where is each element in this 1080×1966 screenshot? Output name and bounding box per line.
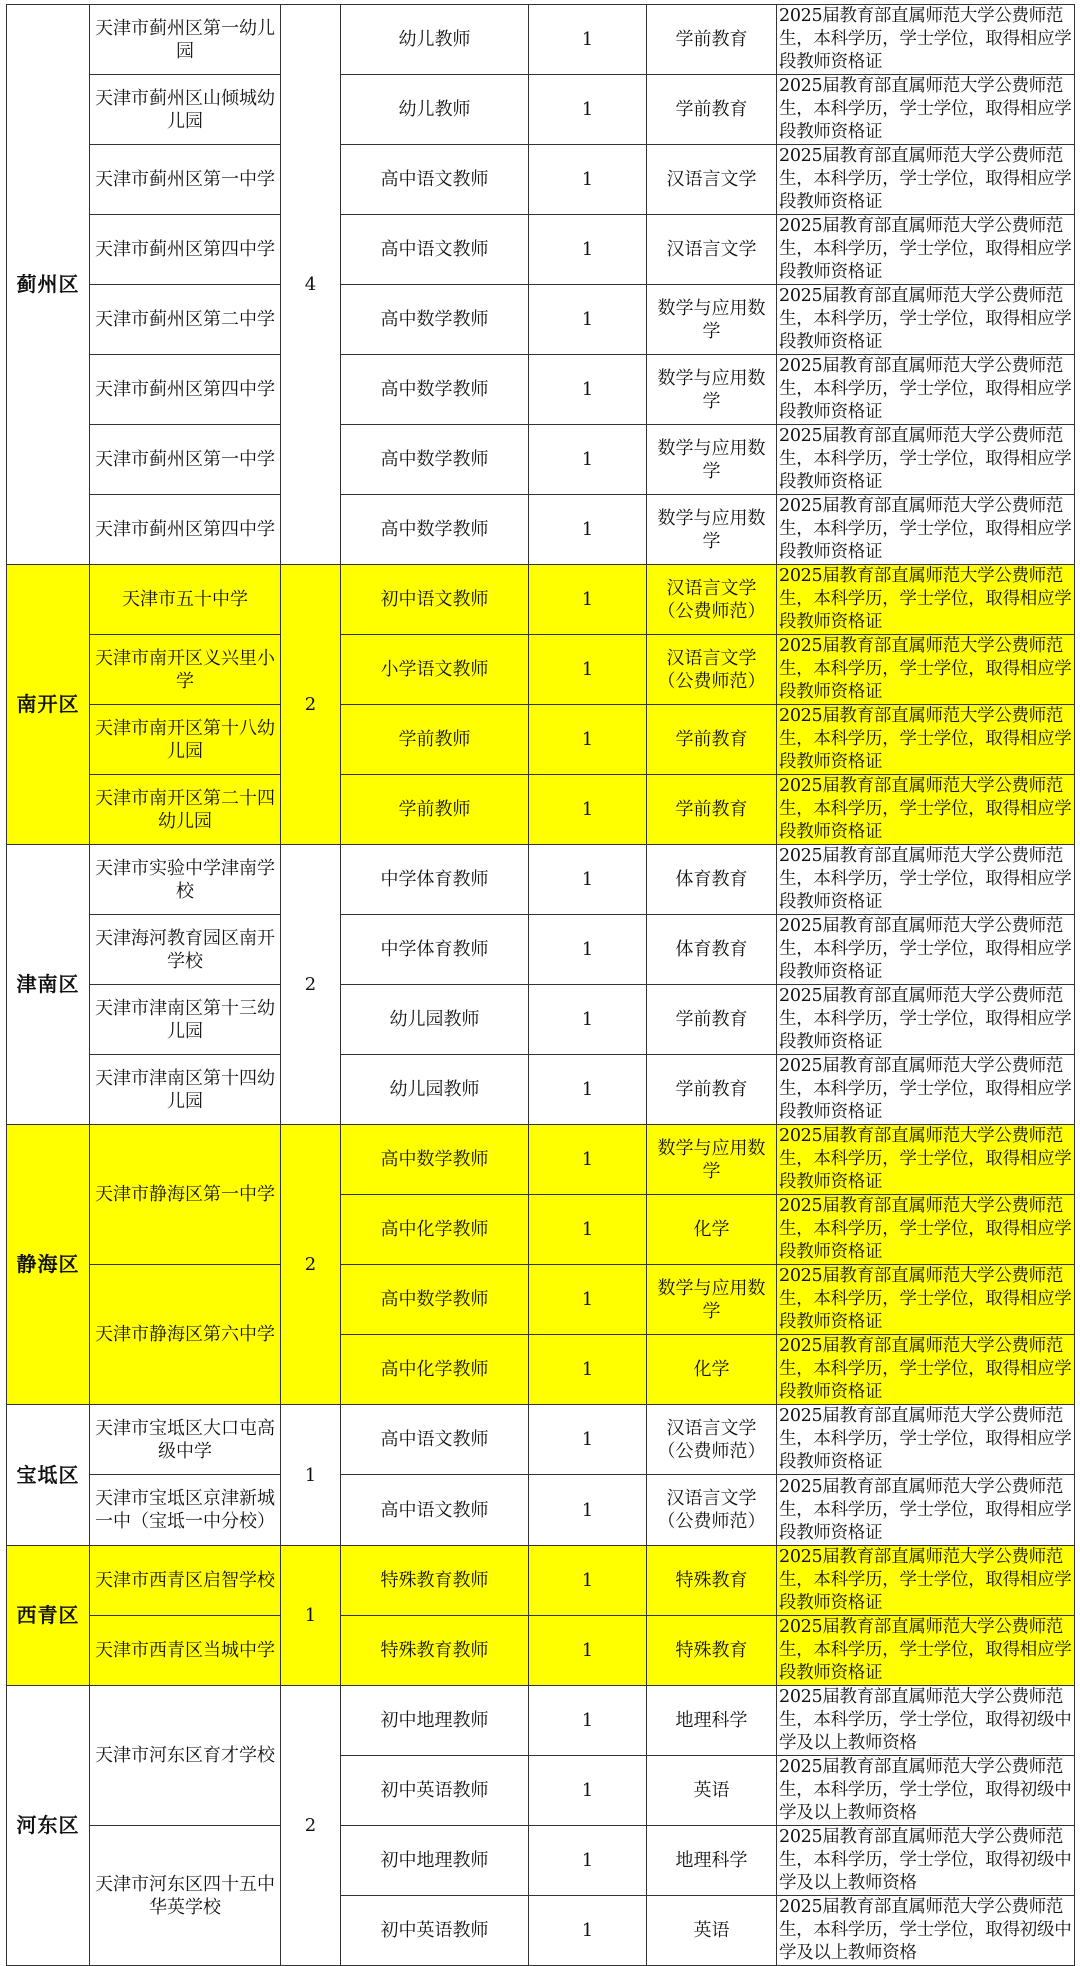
requirement-cell: 2025届教育部直属师范大学公费师范生，本科学历，学士学位，取得相应学段教师资格证 [777,705,1075,775]
requirement-cell: 2025届教育部直属师范大学公费师范生，本科学历，学士学位，取得相应学段教师资格证 [777,75,1075,145]
requirement-cell: 2025届教育部直属师范大学公费师范生，本科学历，学士学位，取得相应学段教师资格证 [777,1055,1075,1125]
major-cell: 体育教育 [647,915,777,985]
position-cell: 小学语文教师 [341,635,529,705]
major-cell: 汉语言文学（公费师范） [647,565,777,635]
headcount-cell: 1 [529,1546,647,1616]
school-cell: 天津市蓟州区第一中学 [90,425,281,495]
requirement-cell: 2025届教育部直属师范大学公费师范生，本科学历，学士学位，取得相应学段教师资格证 [777,635,1075,705]
table-row [7,75,1075,145]
position-cell: 中学体育教师 [341,845,529,915]
headcount-cell: 1 [529,1055,647,1125]
major-cell: 数学与应用数学 [647,425,777,495]
table-body [7,5,1075,1966]
table-row [7,145,1075,215]
major-cell: 学前教育 [647,1055,777,1125]
headcount-cell: 1 [529,1335,647,1405]
position-cell: 学前教师 [341,775,529,845]
requirement-cell: 2025届教育部直属师范大学公费师范生，本科学历，学士学位，取得相应学段教师资格证 [777,1546,1075,1616]
district-count-cell: 2 [281,565,341,845]
school-cell: 天津市蓟州区第一幼儿园 [90,5,281,75]
school-cell: 天津市宝坻区京津新城一中（宝坻一中分校） [90,1475,281,1546]
requirement-cell: 2025届教育部直属师范大学公费师范生，本科学历，学士学位，取得初级中学及以上教师资格 [777,1756,1075,1826]
major-cell: 学前教育 [647,775,777,845]
position-cell: 高中语文教师 [341,1405,529,1475]
table-row [7,985,1075,1055]
major-cell: 数学与应用数学 [647,1265,777,1335]
table-row [7,5,1075,75]
position-cell: 高中化学教师 [341,1335,529,1405]
requirement-cell: 2025届教育部直属师范大学公费师范生，本科学历，学士学位，取得相应学段教师资格证 [777,985,1075,1055]
district-count-cell: 4 [281,5,341,565]
requirement-cell: 2025届教育部直属师范大学公费师范生，本科学历，学士学位，取得相应学段教师资格证 [777,1335,1075,1405]
table-row [7,215,1075,285]
headcount-cell: 1 [529,75,647,145]
major-cell: 数学与应用数学 [647,495,777,565]
school-cell: 天津市静海区第六中学 [90,1265,281,1405]
position-cell: 特殊教育教师 [341,1616,529,1686]
major-cell: 英语 [647,1756,777,1826]
table-row [7,705,1075,775]
headcount-cell: 1 [529,495,647,565]
major-cell: 地理科学 [647,1686,777,1756]
major-cell: 特殊教育 [647,1616,777,1686]
headcount-cell: 1 [529,1826,647,1896]
table-row [7,1125,1075,1195]
position-cell: 高中数学教师 [341,1125,529,1195]
requirement-cell: 2025届教育部直属师范大学公费师范生，本科学历，学士学位，取得相应学段教师资格证 [777,565,1075,635]
table-row [7,845,1075,915]
major-cell: 汉语言文学（公费师范） [647,1405,777,1475]
position-cell: 幼儿教师 [341,5,529,75]
headcount-cell: 1 [529,425,647,495]
district-count-cell: 2 [281,1686,341,1966]
requirement-cell: 2025届教育部直属师范大学公费师范生，本科学历，学士学位，取得相应学段教师资格证 [777,215,1075,285]
position-cell: 中学体育教师 [341,915,529,985]
major-cell: 汉语言文学（公费师范） [647,1475,777,1546]
headcount-cell: 1 [529,1686,647,1756]
table-row [7,1055,1075,1125]
headcount-cell: 1 [529,565,647,635]
school-cell: 天津市蓟州区第四中学 [90,215,281,285]
position-cell: 特殊教育教师 [341,1546,529,1616]
headcount-cell: 1 [529,705,647,775]
table-row [7,425,1075,495]
position-cell: 幼儿园教师 [341,985,529,1055]
headcount-cell: 1 [529,1756,647,1826]
table-row [7,1826,1075,1896]
school-cell: 天津市南开区第二十四幼儿园 [90,775,281,845]
headcount-cell: 1 [529,775,647,845]
major-cell: 数学与应用数学 [647,355,777,425]
district-count-cell: 1 [281,1546,341,1686]
district-cell: 西青区 [7,1546,90,1686]
headcount-cell: 1 [529,1616,647,1686]
table-row [7,565,1075,635]
requirement-cell: 2025届教育部直属师范大学公费师范生，本科学历，学士学位，取得相应学段教师资格证 [777,1475,1075,1546]
table-row [7,775,1075,845]
position-cell: 学前教师 [341,705,529,775]
district-count-cell: 2 [281,845,341,1125]
requirement-cell: 2025届教育部直属师范大学公费师范生，本科学历，学士学位，取得相应学段教师资格证 [777,425,1075,495]
requirement-cell: 2025届教育部直属师范大学公费师范生，本科学历，学士学位，取得相应学段教师资格证 [777,145,1075,215]
requirement-cell: 2025届教育部直属师范大学公费师范生，本科学历，学士学位，取得相应学段教师资格证 [777,1616,1075,1686]
major-cell: 特殊教育 [647,1546,777,1616]
school-cell: 天津市实验中学津南学校 [90,845,281,915]
major-cell: 汉语言文学（公费师范） [647,635,777,705]
headcount-cell: 1 [529,1405,647,1475]
school-cell: 天津市五十中学 [90,565,281,635]
position-cell: 初中英语教师 [341,1896,529,1966]
position-cell: 高中语文教师 [341,145,529,215]
table-row [7,1475,1075,1546]
headcount-cell: 1 [529,145,647,215]
school-cell: 天津市西青区当城中学 [90,1616,281,1686]
headcount-cell: 1 [529,635,647,705]
position-cell: 高中化学教师 [341,1195,529,1265]
district-count-cell: 2 [281,1125,341,1405]
school-cell: 天津市西青区启智学校 [90,1546,281,1616]
major-cell: 学前教育 [647,5,777,75]
requirement-cell: 2025届教育部直属师范大学公费师范生，本科学历，学士学位，取得初级中学及以上教师资格 [777,1826,1075,1896]
headcount-cell: 1 [529,1475,647,1546]
requirement-cell: 2025届教育部直属师范大学公费师范生，本科学历，学士学位，取得相应学段教师资格证 [777,845,1075,915]
school-cell: 天津市蓟州区第四中学 [90,495,281,565]
table-row [7,1405,1075,1475]
requirement-cell: 2025届教育部直属师范大学公费师范生，本科学历，学士学位，取得相应学段教师资格证 [777,5,1075,75]
school-cell: 天津市蓟州区第四中学 [90,355,281,425]
major-cell: 汉语言文学 [647,215,777,285]
table-row [7,635,1075,705]
position-cell: 高中数学教师 [341,355,529,425]
school-cell: 天津市蓟州区第二中学 [90,285,281,355]
district-cell: 蓟州区 [7,5,90,565]
position-cell: 初中地理教师 [341,1686,529,1756]
headcount-cell: 1 [529,1125,647,1195]
requirement-cell: 2025届教育部直属师范大学公费师范生，本科学历，学士学位，取得相应学段教师资格证 [777,495,1075,565]
district-cell: 南开区 [7,565,90,845]
headcount-cell: 1 [529,1265,647,1335]
recruitment-table [6,4,1075,1966]
major-cell: 汉语言文学 [647,145,777,215]
school-cell: 天津市宝坻区大口屯高级中学 [90,1405,281,1475]
headcount-cell: 1 [529,215,647,285]
school-cell: 天津市津南区第十四幼儿园 [90,1055,281,1125]
position-cell: 高中数学教师 [341,285,529,355]
position-cell: 高中数学教师 [341,1265,529,1335]
table-row [7,1265,1075,1335]
major-cell: 学前教育 [647,75,777,145]
position-cell: 初中语文教师 [341,565,529,635]
table-row [7,1616,1075,1686]
major-cell: 数学与应用数学 [647,1125,777,1195]
table-row [7,285,1075,355]
position-cell: 高中数学教师 [341,425,529,495]
major-cell: 英语 [647,1896,777,1966]
school-cell: 天津海河教育园区南开学校 [90,915,281,985]
requirement-cell: 2025届教育部直属师范大学公费师范生，本科学历，学士学位，取得初级中学及以上教师资格 [777,1686,1075,1756]
district-cell: 静海区 [7,1125,90,1405]
table-row [7,1546,1075,1616]
district-cell: 津南区 [7,845,90,1125]
table-row [7,1686,1075,1756]
requirement-cell: 2025届教育部直属师范大学公费师范生，本科学历，学士学位，取得相应学段教师资格证 [777,1265,1075,1335]
major-cell: 体育教育 [647,845,777,915]
position-cell: 高中数学教师 [341,495,529,565]
school-cell: 天津市南开区第十八幼儿园 [90,705,281,775]
position-cell: 高中语文教师 [341,1475,529,1546]
requirement-cell: 2025届教育部直属师范大学公费师范生，本科学历，学士学位，取得相应学段教师资格证 [777,915,1075,985]
major-cell: 化学 [647,1195,777,1265]
requirement-cell: 2025届教育部直属师范大学公费师范生，本科学历，学士学位，取得相应学段教师资格证 [777,1405,1075,1475]
position-cell: 初中地理教师 [341,1826,529,1896]
headcount-cell: 1 [529,285,647,355]
table-row [7,495,1075,565]
requirement-cell: 2025届教育部直属师范大学公费师范生，本科学历，学士学位，取得相应学段教师资格证 [777,285,1075,355]
headcount-cell: 1 [529,1896,647,1966]
headcount-cell: 1 [529,845,647,915]
headcount-cell: 1 [529,1195,647,1265]
headcount-cell: 1 [529,985,647,1055]
requirement-cell: 2025届教育部直属师范大学公费师范生，本科学历，学士学位，取得初级中学及以上教师资格 [777,1896,1075,1966]
table-row [7,355,1075,425]
requirement-cell: 2025届教育部直属师范大学公费师范生，本科学历，学士学位，取得相应学段教师资格证 [777,355,1075,425]
position-cell: 幼儿园教师 [341,1055,529,1125]
major-cell: 数学与应用数学 [647,285,777,355]
major-cell: 地理科学 [647,1826,777,1896]
position-cell: 幼儿教师 [341,75,529,145]
requirement-cell: 2025届教育部直属师范大学公费师范生，本科学历，学士学位，取得相应学段教师资格证 [777,1195,1075,1265]
table-row [7,915,1075,985]
major-cell: 学前教育 [647,705,777,775]
headcount-cell: 1 [529,915,647,985]
school-cell: 天津市津南区第十三幼儿园 [90,985,281,1055]
school-cell: 天津市河东区育才学校 [90,1686,281,1826]
position-cell: 初中英语教师 [341,1756,529,1826]
school-cell: 天津市河东区四十五中华英学校 [90,1826,281,1966]
school-cell: 天津市蓟州区山倾城幼儿园 [90,75,281,145]
headcount-cell: 1 [529,355,647,425]
district-cell: 宝坻区 [7,1405,90,1546]
headcount-cell: 1 [529,5,647,75]
school-cell: 天津市静海区第一中学 [90,1125,281,1265]
position-cell: 高中语文教师 [341,215,529,285]
school-cell: 天津市蓟州区第一中学 [90,145,281,215]
requirement-cell: 2025届教育部直属师范大学公费师范生，本科学历，学士学位，取得相应学段教师资格证 [777,775,1075,845]
requirement-cell: 2025届教育部直属师范大学公费师范生，本科学历，学士学位，取得相应学段教师资格证 [777,1125,1075,1195]
major-cell: 化学 [647,1335,777,1405]
major-cell: 学前教育 [647,985,777,1055]
school-cell: 天津市南开区义兴里小学 [90,635,281,705]
district-cell: 河东区 [7,1686,90,1966]
district-count-cell: 1 [281,1405,341,1546]
